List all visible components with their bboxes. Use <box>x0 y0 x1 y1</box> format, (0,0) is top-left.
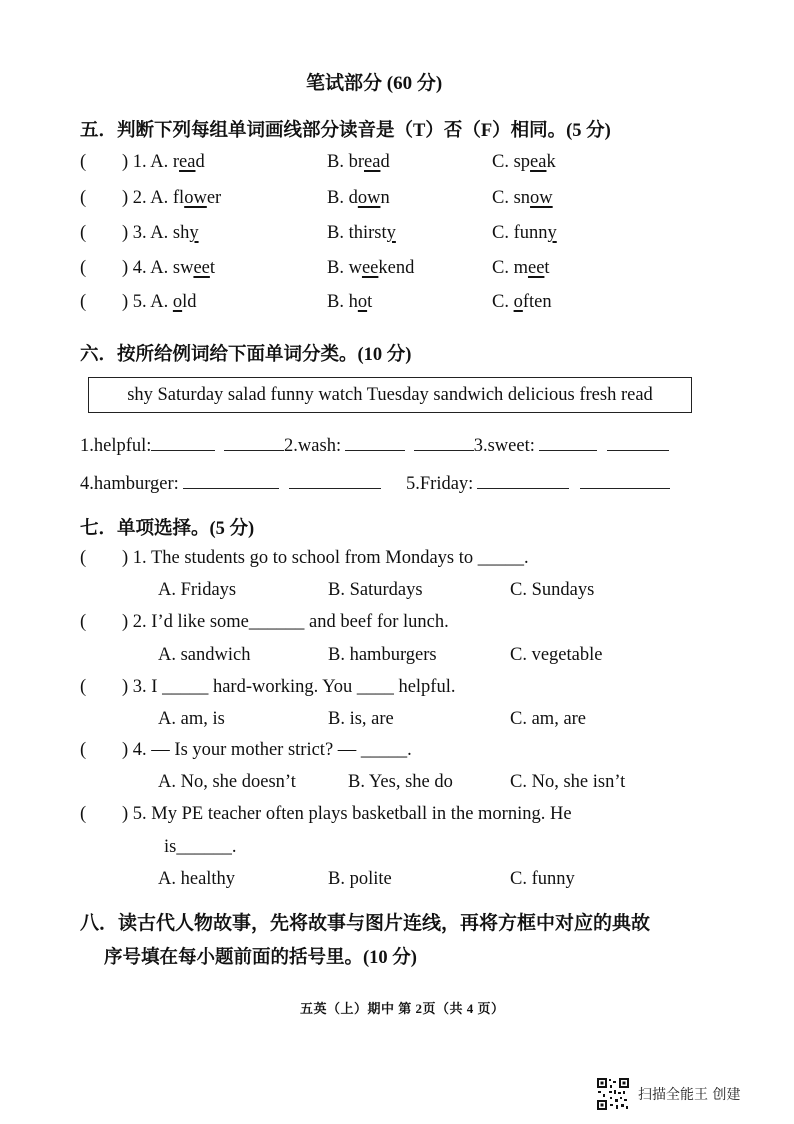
question-text: ) 2. I’d like some______ and beef for lunch. <box>122 612 449 632</box>
option-a: A. healthy <box>158 869 236 889</box>
page-title: 笔试部分 (60 分) <box>306 73 443 94</box>
underlined-letters: ow <box>530 188 553 208</box>
section7-heading: 七．单项选择。(5 分) <box>80 519 255 539</box>
question-4 <box>80 740 412 761</box>
answer-blank[interactable] <box>414 432 474 451</box>
answer-blank[interactable] <box>289 470 381 489</box>
word-option-b: B. hot <box>327 292 373 312</box>
option-c: C. funny <box>510 869 575 889</box>
item-number: ) 2. A. <box>122 188 173 208</box>
answer-paren[interactable]: ( <box>80 548 87 568</box>
answer-paren[interactable]: ( <box>80 612 87 632</box>
answer-paren[interactable]: ( <box>80 152 87 172</box>
word-bank: shy Saturday salad funny watch Tuesday sandwich delicious fresh read <box>127 384 653 405</box>
page-footer: 五英（上）期中 第 2页（共 4 页） <box>300 1001 505 1016</box>
answer-paren[interactable]: ( <box>80 223 87 243</box>
word-option-c: C. meet <box>492 258 550 278</box>
option-c-cell <box>492 152 556 173</box>
option-a: A. sandwich <box>158 645 251 665</box>
question-1 <box>80 548 529 569</box>
question-text: ) 3. I _____ hard-working. You ____ helpful. <box>122 677 456 697</box>
answer-paren[interactable]: ( <box>80 740 87 760</box>
answer-paren[interactable]: ( <box>80 188 87 208</box>
word-option-a: read <box>172 152 205 172</box>
category-wash: 2.wash: <box>284 436 342 456</box>
option-b-cell <box>327 258 414 279</box>
question-2 <box>80 612 449 633</box>
question-text: ) 5. My PE teacher often plays basketball in the morning. He <box>122 804 572 824</box>
option-c: C. vegetable <box>510 645 603 665</box>
underlined-letters: ea <box>364 152 381 172</box>
phonics-item <box>80 292 197 313</box>
word-option-c: C. speak <box>492 152 556 172</box>
answer-blank[interactable] <box>580 470 670 489</box>
answer-blank[interactable] <box>224 432 284 451</box>
answer-blank[interactable] <box>151 432 215 451</box>
answer-blank[interactable] <box>477 470 569 489</box>
option-b: B. Yes, she do <box>348 772 453 792</box>
phonics-item <box>80 188 221 209</box>
option-b-cell <box>327 223 396 244</box>
underlined-letters: y <box>547 223 557 243</box>
category-helpful: 1.helpful: <box>80 436 152 456</box>
question-5 <box>80 804 572 825</box>
answer-paren[interactable]: ( <box>80 292 87 312</box>
underlined-letters: o <box>172 292 183 312</box>
word-option-c: C. funny <box>492 223 557 243</box>
underlined-letters: ee <box>193 258 210 278</box>
underlined-letters: ea <box>530 152 547 172</box>
option-c-cell <box>492 292 552 313</box>
option-c-cell <box>492 258 550 279</box>
underlined-letters: ee <box>361 258 379 278</box>
answer-paren[interactable]: ( <box>80 258 87 278</box>
qr-code-icon <box>596 1077 630 1111</box>
phonics-item <box>80 152 205 173</box>
word-option-a: sweet <box>172 258 216 278</box>
answer-blank[interactable] <box>183 470 279 489</box>
option-a: A. am, is <box>158 709 225 729</box>
section8-heading-line2: 序号填在每小题前面的括号里。(10 分) <box>104 948 417 968</box>
answer-blank[interactable] <box>539 432 597 451</box>
category-row-2 <box>80 470 381 495</box>
question-text: ) 1. The students go to school from Mondays to _____. <box>122 548 529 568</box>
option-b: B. polite <box>328 869 392 889</box>
answer-paren[interactable]: ( <box>80 677 87 697</box>
section5-heading: 五．判断下列每组单词画线部分读音是（T）否（F）相同。(5 分) <box>80 121 611 141</box>
section6-heading: 六．按所给例词给下面单词分类。(10 分) <box>80 345 412 365</box>
underlined-letters: y <box>386 223 396 243</box>
option-b: B. hamburgers <box>328 645 437 665</box>
answer-paren[interactable]: ( <box>80 804 87 824</box>
option-b: B. is, are <box>328 709 394 729</box>
category-row-2b <box>406 470 670 495</box>
scanner-brand-label: 扫描全能王 创建 <box>638 1087 741 1103</box>
item-number: ) 4. A. <box>122 258 173 278</box>
section8-heading-line1: 八．读古代人物故事，先将故事与图片连线，再将方框中对应的典故 <box>80 913 651 934</box>
word-option-b: B. weekend <box>327 258 415 278</box>
word-option-b: B. bread <box>327 152 390 172</box>
word-option-a: shy <box>172 223 199 243</box>
option-c-cell <box>492 223 557 244</box>
word-option-a: old <box>172 292 197 312</box>
category-friday: 5.Friday: <box>406 474 474 494</box>
answer-blank[interactable] <box>345 432 405 451</box>
option-a: A. Fridays <box>158 580 237 600</box>
answer-blank[interactable] <box>607 432 669 451</box>
underlined-letters: ea <box>179 152 196 172</box>
underlined-letters: ee <box>527 258 545 278</box>
item-number: ) 5. A. <box>122 292 173 312</box>
item-number: ) 3. A. <box>122 223 173 243</box>
option-c-cell <box>492 188 553 209</box>
option-b-cell <box>327 188 390 209</box>
option-b-cell <box>327 292 372 313</box>
phonics-item <box>80 223 199 244</box>
option-b: B. Saturdays <box>328 580 423 600</box>
underlined-letters: o <box>513 292 523 312</box>
underlined-letters: ow <box>184 188 207 208</box>
option-c: C. Sundays <box>510 580 595 600</box>
word-option-a: flower <box>172 188 222 208</box>
phonics-item <box>80 258 215 279</box>
underlined-letters: ow <box>357 188 381 208</box>
question-5-continuation: is______. <box>164 837 237 857</box>
category-hamburger: 4.hamburger: <box>80 474 179 494</box>
word-bank-box <box>88 377 692 413</box>
category-row-1 <box>80 432 669 457</box>
item-number: ) 1. A. <box>122 152 173 172</box>
option-b-cell <box>327 152 390 173</box>
option-a: A. No, she doesn’t <box>158 772 296 792</box>
word-option-b: B. down <box>327 188 390 208</box>
option-c: C. am, are <box>510 709 587 729</box>
underlined-letters: o <box>357 292 368 312</box>
option-c: C. No, she isn’t <box>510 772 626 792</box>
question-text: ) 4. — Is your mother strict? — _____. <box>122 740 412 760</box>
word-option-c: C. snow <box>492 188 553 208</box>
question-3 <box>80 677 456 698</box>
word-option-b: B. thirsty <box>327 223 396 243</box>
word-option-c: C. often <box>492 292 552 312</box>
underlined-letters: y <box>189 223 199 243</box>
category-sweet: 3.sweet: <box>473 436 535 456</box>
